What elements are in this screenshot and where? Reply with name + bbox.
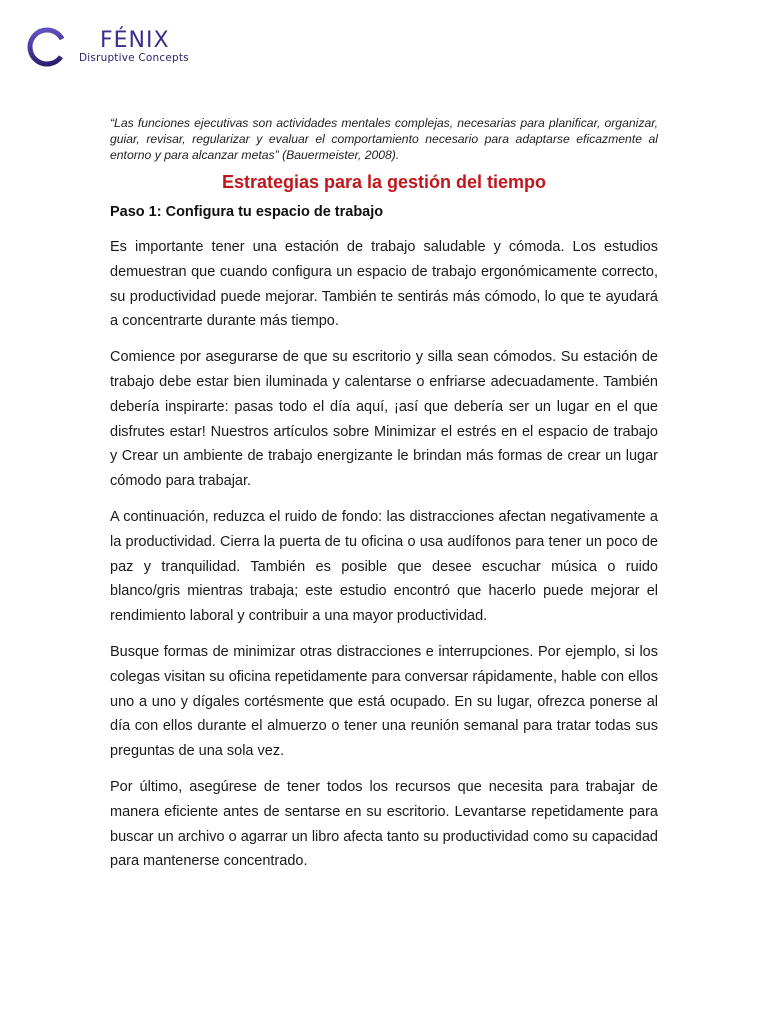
paragraph: Busque formas de minimizar otras distracciones e interrupciones. Por ejemplo, si los colegas visitan su oficina repetidamente para conversar rápidamente, hable con ellos uno a uno y dígales cortésmente que está ocupado. En su lugar, ofrezca ponerse al día con ellos durante el almuerzo o tener una reunión semanal para tratar todas sus preguntas de una sola vez. [110,643,658,760]
step-heading: Paso 1: Configura tu espacio de trabajo [110,204,384,220]
paragraph: A continuación, reduzca el ruido de fondo: las distracciones afectan negativamente a la productividad. Cierra la puerta de tu oficina o usa audífonos para tener un poco de paz y tranquilidad. También es posible que desee escuchar música o ruido blanco/gris mientras trabaja; este estudio encontró que hacerlo puede mejorar el rendimiento laboral y contribuir a una mayor productividad. [110,508,658,625]
paragraph: Por último, asegúrese de tener todos los recursos que necesita para trabajar de manera eficiente antes de sentarse en su escritorio. Levantarse repetidamente para buscar un archivo o agarrar un libro afecta tanto su productividad como su capacidad para mantenerse concentrado. [110,778,658,870]
body-text [110,235,658,885]
fenix-logo-mark-icon [26,26,68,68]
intro-quote: “Las funciones ejecutivas son actividades mentales complejas, necesarias para planificar, organizar, guiar, revisar, regularizar y evaluar el comportamiento necesario para adaptarse eficazmente al entorno y para alcanzar metas” (Bauermeister, 2008). [110,116,658,162]
logo-title: FÉNIX [100,28,170,53]
logo-subtitle: Disruptive Concepts [79,52,189,64]
fenix-logo [26,26,226,70]
paragraph: Es importante tener una estación de trabajo saludable y cómoda. Los estudios demuestran que cuando configura un espacio de trabajo ergonómicamente correcto, su productividad puede mejorar. También te sentirás más cómodo, lo que te ayudará a concentrarte durante más tiempo. [110,239,658,330]
document-title: Estrategias para la gestión del tiempo [221,172,547,192]
paragraph: Comience por asegurarse de que su escritorio y silla sean cómodos. Su estación de trabajo debe estar bien iluminada y calentarse o enfriarse adecuadamente. También debería inspirarte: pasas todo el día aquí, ¡así que debería ser un lugar en el que disfrutes estar! Nuestros artículos sobre Minimizar el estrés en el espacio de trabajo y Crear un ambiente de trabajo energizante le brindan más formas de crear un lugar cómodo para trabajar. [110,349,658,490]
